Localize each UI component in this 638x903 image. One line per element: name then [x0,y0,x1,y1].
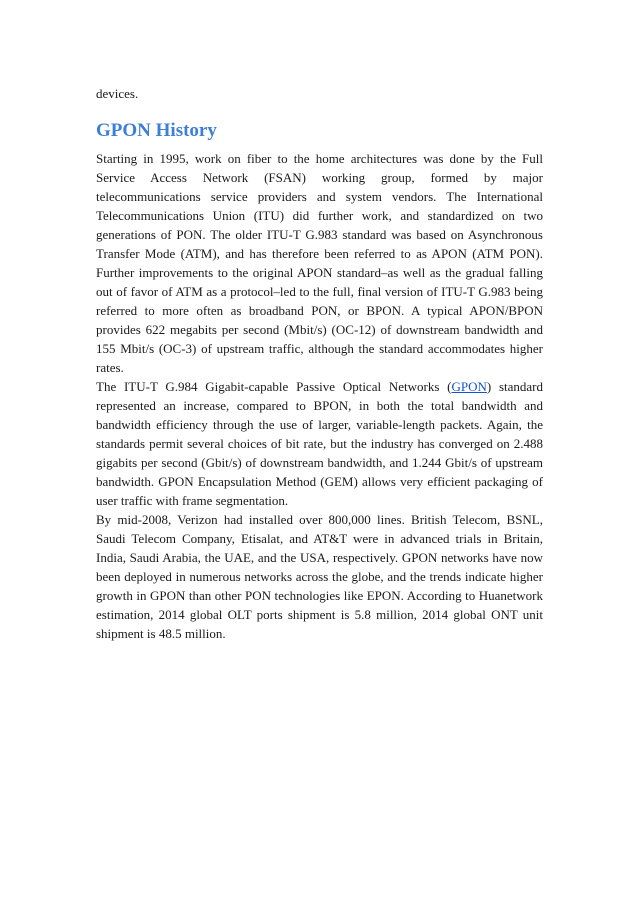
document-page [96,84,543,643]
paragraph-gpon-text-after: ) standard represented an increase, compared to BPON, in both the total bandwidth and bandwidth efficiency through the use of larger, variable-length packets. Again, the standards permit several choices of bit rate, but the industry has converged on 2.488 gigabits per second (Gbit/s) of downstream bandwidth, and 1.244 Gbit/s of upstream bandwidth. GPON Encapsulation Method (GEM) allows very efficient packaging of user traffic with frame segmentation. [96,379,543,508]
paragraph-history-intro: Starting in 1995, work on fiber to the home architectures was done by the Full Service Access Network (FSAN) working group, formed by major telecommunications service providers and system vendors. The International Telecommunications Union (ITU) did further work, and standardized on two generations of PON. The older ITU-T G.983 standard was based on Asynchronous Transfer Mode (ATM), and has therefore been referred to as APON (ATM PON). Further improvements to the original APON standard–as well as the gradual falling out of favor of ATM as a protocol–led to the full, final version of ITU-T G.983 being referred to more often as broadband PON, or BPON. A typical APON/BPON provides 622 megabits per second (Mbit/s) (OC-12) of downstream bandwidth and 155 Mbit/s (OC-3) of upstream traffic, although the standard accommodates higher rates. [96,151,543,375]
paragraph-deployment: By mid-2008, Verizon had installed over 800,000 lines. British Telecom, BSNL, Saudi Telecom Company, Etisalat, and AT&T were in advanced trials in Britain, India, Saudi Arabia, the UAE, and the USA, respectively. GPON networks have now been deployed in numerous networks across the globe, and the trends indicate higher growth in GPON than other PON technologies like EPON. According to Huanetwork estimation, 2014 global OLT ports shipment is 5.8 million, 2014 global ONT unit shipment is 48.5 million. [96,512,543,641]
gpon-link[interactable]: GPON [451,379,487,394]
paragraph-gpon-standard [96,377,543,510]
section-title: GPON History [96,120,217,141]
continuation-text: devices. [96,86,139,101]
paragraph-gpon-text-before: The ITU-T G.984 Gigabit-capable Passive Optical Networks ( [96,379,452,394]
